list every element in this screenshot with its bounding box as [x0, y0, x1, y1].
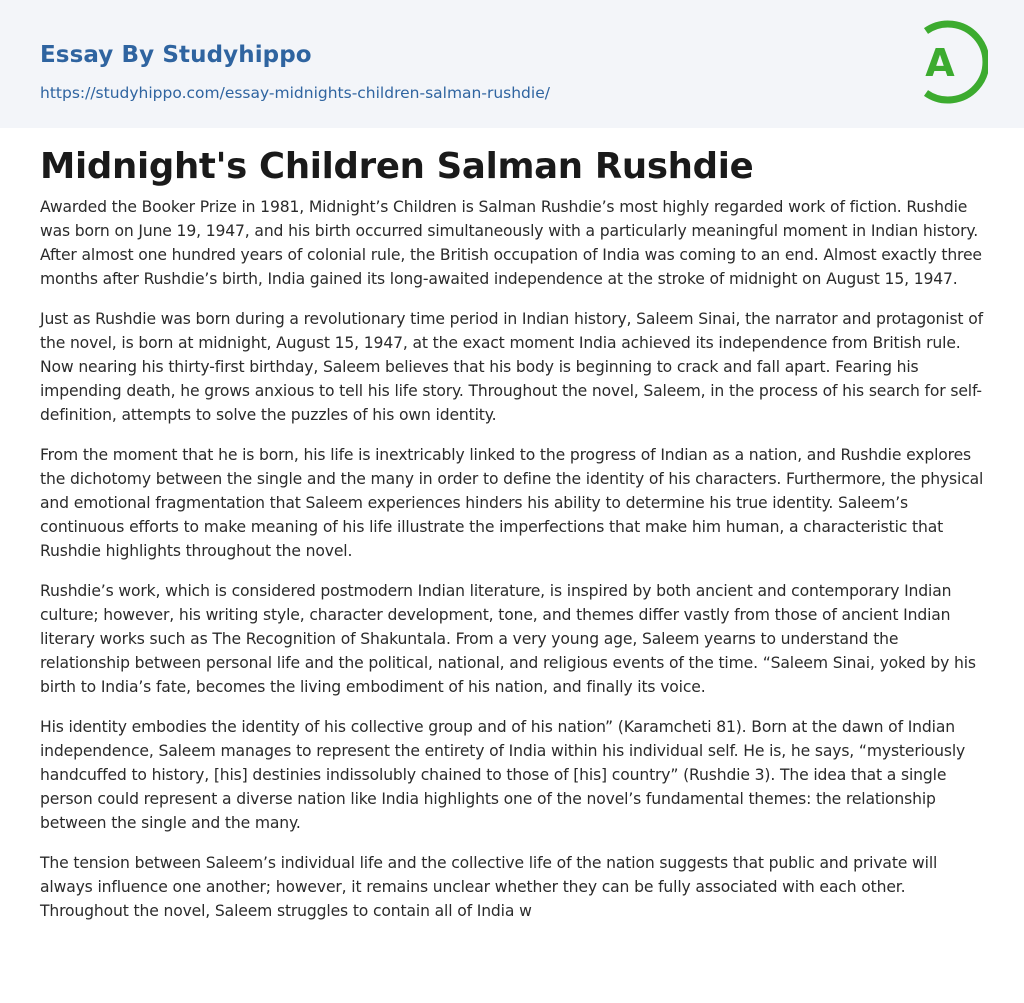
essay-body [40, 195, 988, 939]
essay-paragraph: Awarded the Booker Prize in 1981, Midnight’s Children is Salman Rushdie’s most highly regarded work of fiction. Rushdie was born on June 19, 1947, and his birth occurred simultaneously with a particularly meaningful moment in Indian history. After almost one hundred years of colonial rule, the British occupation of India was coming to an end. Almost exactly three months after Rushdie’s birth, India gained its long-awaited independence at the stroke of midnight on August 15, 1947. [40, 198, 982, 288]
essay-paragraph: Just as Rushdie was born during a revolutionary time period in Indian history, Saleem Sinai, the narrator and protagonist of the novel, is born at midnight, August 15, 1947, at the exact moment India achieved its independence from British rule. Now nearing his thirty-first birthday, Saleem believes that his body is beginning to crack and fall apart. Fearing his impending death, he grows anxious to tell his life story. Throughout the novel, Saleem, in the process of his search for self-definition, attempts to solve the puzzles of his own identity. [40, 310, 983, 424]
essay-url-link[interactable]: https://studyhippo.com/essay-midnights-children-salman-rushdie/ [40, 84, 550, 102]
essay-paragraph: His identity embodies the identity of his collective group and of his nation” (Karamcheti 81). Born at the dawn of Indian independence, Saleem manages to represent the entirety of India within his individual self. He is, he says, “mysteriously handcuffed to history, [his] destinies indissolubly chained to those of [his] country” (Rushdie 3). The idea that a single person could represent a diverse nation like India highlights one of the novel’s fundamental themes: the relationship between the single and the many. [40, 718, 966, 832]
site-header [0, 0, 1024, 128]
essay-paragraph: Rushdie’s work, which is considered postmodern Indian literature, is inspired by both ancient and contemporary Indian culture; however, his writing style, character development, tone, and themes differ vastly from those of ancient Indian literary works such as The Recognition of Shakuntala. From a very young age, Saleem yearns to understand the relationship between personal life and the political, national, and religious events of the time. “Saleem Sinai, yoked by his birth to India’s fate, becomes the living embodiment of his nation, and finally its voice. [40, 582, 976, 696]
site-brand[interactable]: Essay By Studyhippo [40, 42, 312, 68]
logo-letter: A [925, 41, 955, 85]
studyhippo-logo-icon[interactable] [912, 18, 988, 106]
essay-paragraph: The tension between Saleem’s individual life and the collective life of the nation suggests that public and private will always influence one another; however, it remains unclear whether they can be fully associated with each other. Throughout the novel, Saleem struggles to contain all of India w [40, 854, 938, 920]
page-title: Midnight's Children Salman Rushdie [40, 146, 754, 187]
essay-paragraph: From the moment that he is born, his life is inextricably linked to the progress of Indian as a nation, and Rushdie explores the dichotomy between the single and the many in order to define the identity of his characters. Furthermore, the physical and emotional fragmentation that Saleem experiences hinders his ability to determine his true identity. Saleem’s continuous efforts to make meaning of his life illustrate the imperfections that make him human, a characteristic that Rushdie highlights throughout the novel. [40, 446, 984, 560]
